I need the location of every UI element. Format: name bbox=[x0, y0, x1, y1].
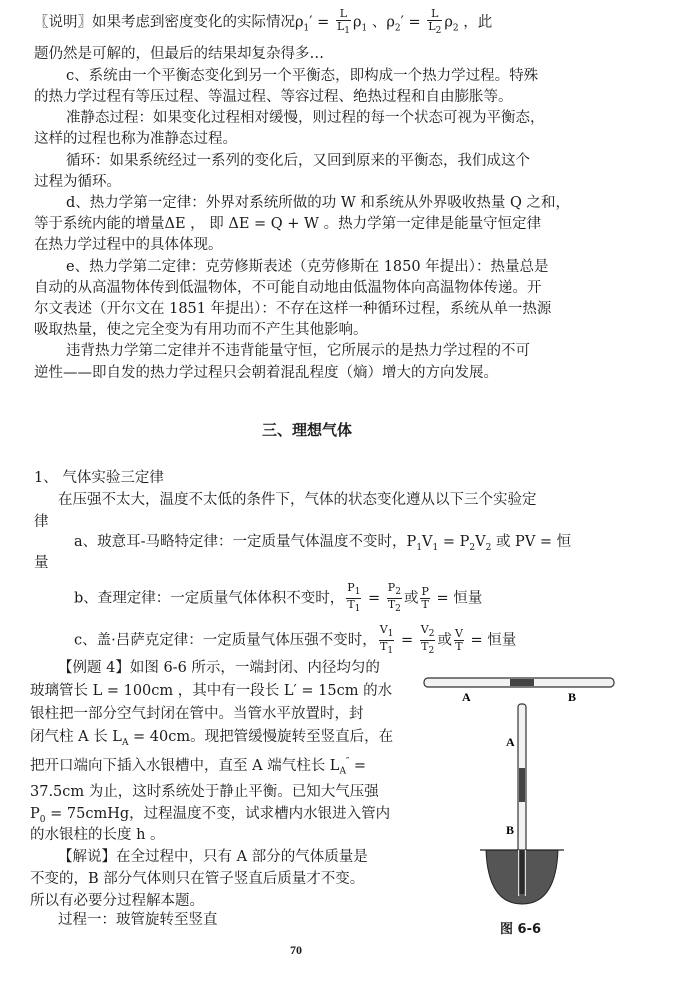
figure-6-6 bbox=[418, 668, 618, 938]
text-line: 的水银柱的长度 h 。 bbox=[30, 827, 165, 843]
figure-svg bbox=[418, 668, 618, 938]
text-line: 所以有必要分过程解本题。 bbox=[30, 893, 204, 909]
example-line-p0: $P_0$ = 75cmHg，过程温度不变，试求槽内水银进入管内 bbox=[30, 806, 391, 825]
text-line: 等于系统内能的增量ΔE ， 即 ΔE = Q + W 。热力学第一定律是能量守恒定律 bbox=[34, 216, 542, 232]
note-line: 〖说明〗如果考虑到密度变化的实际情况$\rho_1'$ = $\frac{L}{L_1}$ $\rho_1$ 、$\rho_2'$ = $\frac{L}{L_2}$ $\rho_2$ ，此 bbox=[34, 7, 493, 37]
text-line: 量 bbox=[34, 555, 49, 571]
law-c-line: c、盖·吕萨克定律：一定质量气体压强不变时， $\frac{V_1}{T_1}$ = $\frac{V_2}{T_2}$ 或 $\frac{V}{T}$ = 恒量 bbox=[74, 623, 517, 657]
text-line: 的热力学过程有等压过程、等温过程、等容过程、绝热过程和自由膨胀等。 bbox=[34, 89, 513, 105]
text-line: 过程一：玻管旋转至竖直 bbox=[58, 912, 218, 928]
page-number: 70 bbox=[290, 943, 302, 957]
label-b-vertical: B bbox=[506, 823, 515, 837]
text-line: 在压强不太大，温度不太低的条件下，气体的状态变化遵从以下三个实验定 bbox=[58, 492, 537, 508]
text-line: e、热力学第二定律：克劳修斯表述（克劳修斯在 1850 年提出）：热量总是 bbox=[66, 259, 549, 275]
tube-wall-left bbox=[518, 850, 519, 896]
law-b-line: b、查理定律：一定质量气体体积不变时， $\frac{P_1}{T_1}$ = $\frac{P_2}{T_2}$ 或 $\frac{P}{T}$ = 恒量 bbox=[74, 581, 483, 615]
law-a-line: a、玻意耳-马略特定律：一定质量气体温度不变时，$P_1V_1 = P_2V_2$ 或 PV = 恒 bbox=[74, 534, 572, 553]
text-line: 循环：如果系统经过一系列的变化后，又回到原来的平衡态，我们成这个 bbox=[66, 153, 530, 169]
text-line: 这样的过程也称为准静态过程。 bbox=[34, 131, 237, 147]
text-line: 违背热力学第二定律并不违背能量守恒，它所展示的是热力学过程的不可 bbox=[66, 343, 530, 359]
text-line: 吸取热量，使之完全变为有用功而不产生其他影响。 bbox=[34, 322, 368, 338]
text-line: 银柱把一部分空气封闭在管中。当管水平放置时，封 bbox=[30, 706, 364, 722]
text-line: 尔文表述（开尔文在 1851 年提出）：不存在这样一种循环过程，系统从单一热源 bbox=[34, 301, 552, 317]
mercury-column-horizontal bbox=[510, 679, 534, 686]
mercury-column-vertical bbox=[519, 768, 525, 802]
text-line: 玻璃管长 L = 100cm ，其中有一段长 L′ = 15cm 的水 bbox=[30, 683, 393, 699]
text-line: 【解说】在全过程中，只有 A 部分的气体质量是 bbox=[58, 849, 368, 865]
mercury-in-tube bbox=[519, 850, 525, 894]
text-line: 过程为循环。 bbox=[34, 174, 121, 190]
text-line: 【例题 4】如图 6-6 所示，一端封闭、内径均匀的 bbox=[58, 660, 380, 676]
figure-caption: 图 6-6 bbox=[500, 922, 542, 937]
label-a-horizontal: A bbox=[462, 690, 471, 704]
tube-wall-right bbox=[525, 850, 526, 896]
section-heading: 三、理想气体 bbox=[262, 421, 353, 439]
text-line: 题仍然是可解的，但最后的结果却复杂得多… bbox=[34, 46, 324, 62]
text-line: c、系统由一个平衡态变化到另一个平衡态，即构成一个热力学过程。特殊 bbox=[66, 68, 539, 84]
text-line: d、热力学第一定律：外界对系统所做的功 W 和系统从外界吸收热量 Q 之和， bbox=[66, 195, 571, 211]
text-line: 律 bbox=[34, 514, 49, 530]
label-b-horizontal: B bbox=[568, 690, 577, 704]
example-line-la2: 把开口端向下插入水银槽中，直至 A 端气柱长 $L_A''$ = bbox=[30, 757, 367, 777]
text-line: 37.5cm 为止，这时系统处于静止平衡。已知大气压强 bbox=[30, 784, 379, 800]
subsection-title: 1、 气体实验三定律 bbox=[34, 470, 164, 486]
text-line: 准静态过程：如果变化过程相对缓慢，则过程的每一个状态可视为平衡态， bbox=[66, 110, 545, 126]
label-a-vertical: A bbox=[506, 735, 515, 749]
example-line-la: 闭气柱 A 长 $L_A = 40cm$。现把管缓慢旋转至竖直后，在 bbox=[30, 729, 394, 748]
text-line: 不变的，B 部分气体则只在管子竖直后质量才不变。 bbox=[30, 871, 365, 887]
text-line: 在热力学过程中的具体体现。 bbox=[34, 237, 223, 253]
text-line: 逆性——即自发的热力学过程只会朝着混乱程度（熵）增大的方向发展。 bbox=[34, 365, 498, 381]
text-line: 自动的从高温物体传到低温物体，不可能自动地由低温物体向高温物体传递。开 bbox=[34, 280, 542, 296]
